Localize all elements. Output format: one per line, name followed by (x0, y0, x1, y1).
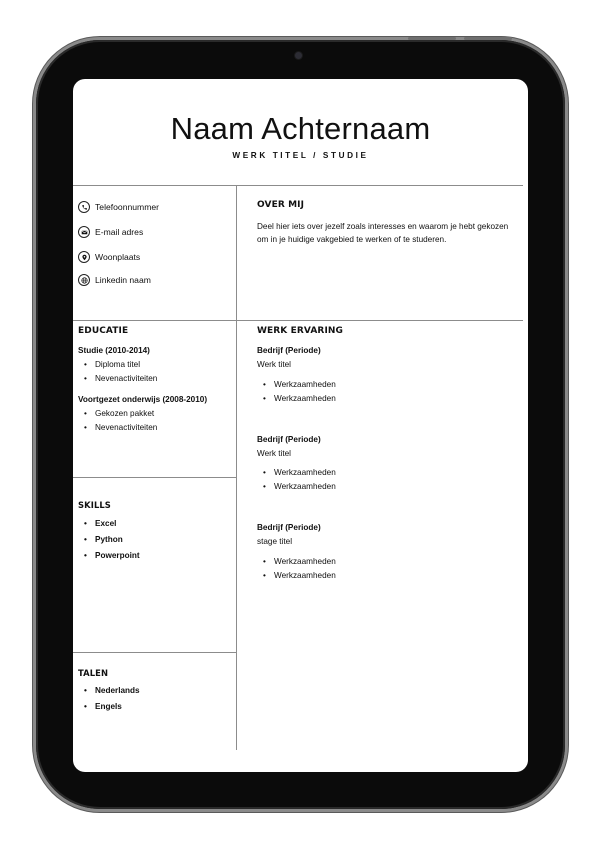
experience-company: Bedrijf (Periode) (257, 346, 321, 355)
experience-list (257, 378, 336, 406)
volume-button (408, 37, 456, 40)
mail-icon (78, 226, 90, 238)
contact-linkedin-label: Linkedin naam (95, 275, 151, 285)
education-entry-title: Voortgezet onderwijs (2008-2010) (78, 395, 208, 404)
experience-company: Bedrijf (Periode) (257, 523, 321, 532)
divider-left-2 (73, 652, 236, 653)
about-text: Deel hier iets over jezelf zoals interesses en waarom je hebt gekozen om in je huidige vakgebied te werken of te studeren. (257, 222, 509, 244)
experience-role: Werk titel (257, 360, 291, 369)
location-icon (78, 251, 90, 263)
education-list (78, 358, 157, 386)
education-entry-title: Studie (2010-2014) (78, 346, 150, 355)
experience-list (257, 466, 336, 494)
tablet-frame (36, 40, 565, 809)
list-item: • Werkzaamheden (274, 466, 336, 480)
education-list (78, 407, 157, 435)
divider-middle (73, 320, 523, 321)
experience-role: stage titel (257, 537, 293, 546)
languages-heading: TALEN (78, 668, 109, 678)
contact-location-label: Woonplaats (95, 252, 141, 262)
resume-subtitle: WERK TITEL / STUDIE (232, 151, 369, 160)
list-item: • Werkzaamheden (274, 392, 336, 406)
list-item: • Gekozen pakket (95, 407, 157, 421)
list-item: • Werkzaamheden (274, 555, 336, 569)
experience-list (257, 555, 336, 583)
contact-location (78, 251, 140, 263)
column-divider (236, 185, 237, 750)
power-button (464, 37, 512, 40)
contact-email (78, 226, 143, 238)
divider-left-1 (73, 477, 236, 478)
camera-icon (295, 52, 302, 59)
experience-heading: WERK ERVARING (257, 326, 344, 336)
contact-linkedin (78, 274, 151, 286)
divider-top (73, 185, 523, 186)
tablet-screen (73, 79, 528, 772)
phone-icon (78, 201, 90, 213)
list-item: • Diploma titel (95, 358, 157, 372)
experience-role: Werk titel (257, 449, 291, 458)
list-item: • Excel (95, 516, 140, 532)
list-item: • Engels (95, 699, 140, 715)
globe-icon (78, 274, 90, 286)
list-item: • Python (95, 532, 140, 548)
list-item: • Nevenactiviteiten (95, 421, 157, 435)
list-item: • Werkzaamheden (274, 480, 336, 494)
list-item: • Werkzaamheden (274, 378, 336, 392)
languages-list (78, 683, 140, 715)
contact-phone-label: Telefoonnummer (95, 202, 160, 212)
resume-name: Naam Achternaam (170, 111, 431, 146)
list-item: • Powerpoint (95, 548, 140, 564)
skills-heading: SKILLS (78, 500, 111, 510)
experience-company: Bedrijf (Periode) (257, 435, 321, 444)
list-item: • Nevenactiviteiten (95, 372, 157, 386)
contact-email-label: E-mail adres (95, 227, 144, 237)
list-item: • Nederlands (95, 683, 140, 699)
contact-phone (78, 201, 159, 213)
skills-list (78, 516, 140, 564)
about-heading: OVER MIJ (257, 200, 305, 210)
education-heading: EDUCATIE (78, 326, 129, 336)
list-item: • Werkzaamheden (274, 569, 336, 583)
